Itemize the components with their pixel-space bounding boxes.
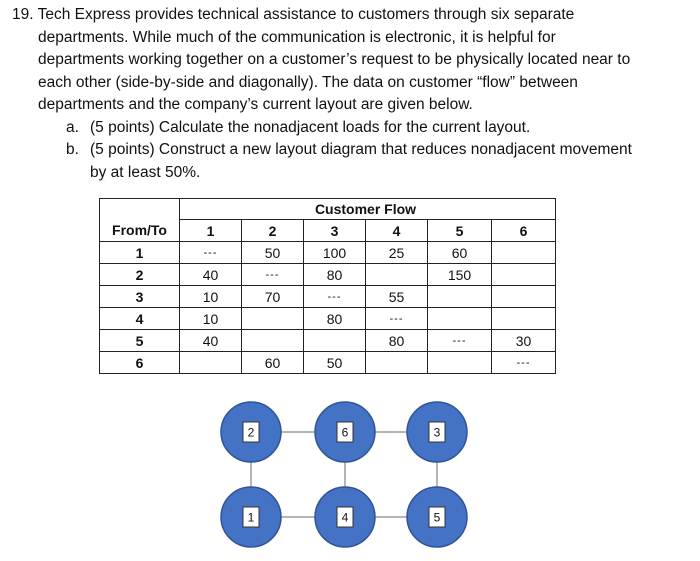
part-b-letter: b. bbox=[66, 141, 79, 158]
department-label: 1 bbox=[247, 510, 255, 525]
department-node bbox=[407, 402, 467, 462]
table-cell: 50 bbox=[304, 352, 366, 374]
table-cell: --- bbox=[180, 242, 242, 264]
table-cell: 40 bbox=[180, 330, 242, 352]
question-line-5: departments and the company’s current layout are given below. bbox=[38, 96, 473, 113]
department-label: 2 bbox=[247, 425, 255, 440]
table-cell: 30 bbox=[492, 330, 556, 352]
table-cell: 25 bbox=[366, 242, 428, 264]
table-cell: 150 bbox=[428, 264, 492, 286]
row-label: 6 bbox=[100, 352, 180, 374]
department-label: 6 bbox=[341, 425, 349, 440]
department-label: 3 bbox=[433, 425, 441, 440]
table-corner-label: From/To bbox=[100, 220, 180, 242]
table-cell: 80 bbox=[304, 264, 366, 286]
department-node bbox=[315, 487, 375, 547]
question-line-2: departments. While much of the communication is electronic, it is helpful for bbox=[38, 28, 556, 46]
column-header-1: 1 bbox=[180, 220, 242, 242]
table-cell: --- bbox=[366, 308, 428, 330]
table-cell: 50 bbox=[242, 242, 304, 264]
column-header-2: 2 bbox=[242, 220, 304, 242]
table-cell: 40 bbox=[180, 264, 242, 286]
table-cell: 80 bbox=[366, 330, 428, 352]
department-node bbox=[221, 487, 281, 547]
question-line-3: departments working together on a customer’s request to be physically located near to bbox=[38, 51, 631, 68]
department-label: 5 bbox=[433, 510, 441, 525]
table-cell: 70 bbox=[242, 286, 304, 308]
column-header-6: 6 bbox=[492, 220, 556, 242]
table-cell: --- bbox=[304, 286, 366, 308]
part-a-letter: a. bbox=[66, 118, 79, 136]
department-node bbox=[407, 487, 467, 547]
column-header-5: 5 bbox=[428, 220, 492, 242]
table-title: Customer Flow bbox=[304, 199, 428, 220]
table-cell: 80 bbox=[304, 308, 366, 330]
table-cell: --- bbox=[492, 352, 556, 374]
row-label: 5 bbox=[100, 330, 180, 352]
table-cell: 10 bbox=[180, 286, 242, 308]
part-b-continuation: by at least 50%. bbox=[90, 163, 201, 181]
table-cell: --- bbox=[428, 330, 492, 352]
question-line-4: each other (side-by-side and diagonally). The data on customer “flow” between bbox=[38, 73, 578, 91]
department-label: 4 bbox=[341, 510, 349, 525]
part-b-text: (5 points) Construct a new layout diagram that reduces nonadjacent movement bbox=[90, 141, 632, 158]
table-cell: 100 bbox=[304, 242, 366, 264]
part-a-text: (5 points) Calculate the nonadjacent loads for the current layout. bbox=[90, 118, 531, 136]
question-line-1: 19. Tech Express provides technical assistance to customers through six separate bbox=[12, 6, 575, 23]
column-header-3: 3 bbox=[304, 220, 366, 242]
table-cell: 10 bbox=[180, 308, 242, 330]
table-cell: 60 bbox=[428, 242, 492, 264]
table-cell: 60 bbox=[242, 352, 304, 374]
column-header-4: 4 bbox=[366, 220, 428, 242]
row-label: 3 bbox=[100, 286, 180, 308]
row-label: 1 bbox=[100, 242, 180, 264]
row-label: 4 bbox=[100, 308, 180, 330]
table-cell: 55 bbox=[366, 286, 428, 308]
department-node bbox=[221, 402, 281, 462]
department-node bbox=[315, 402, 375, 462]
row-label: 2 bbox=[100, 264, 180, 286]
table-cell: --- bbox=[242, 264, 304, 286]
